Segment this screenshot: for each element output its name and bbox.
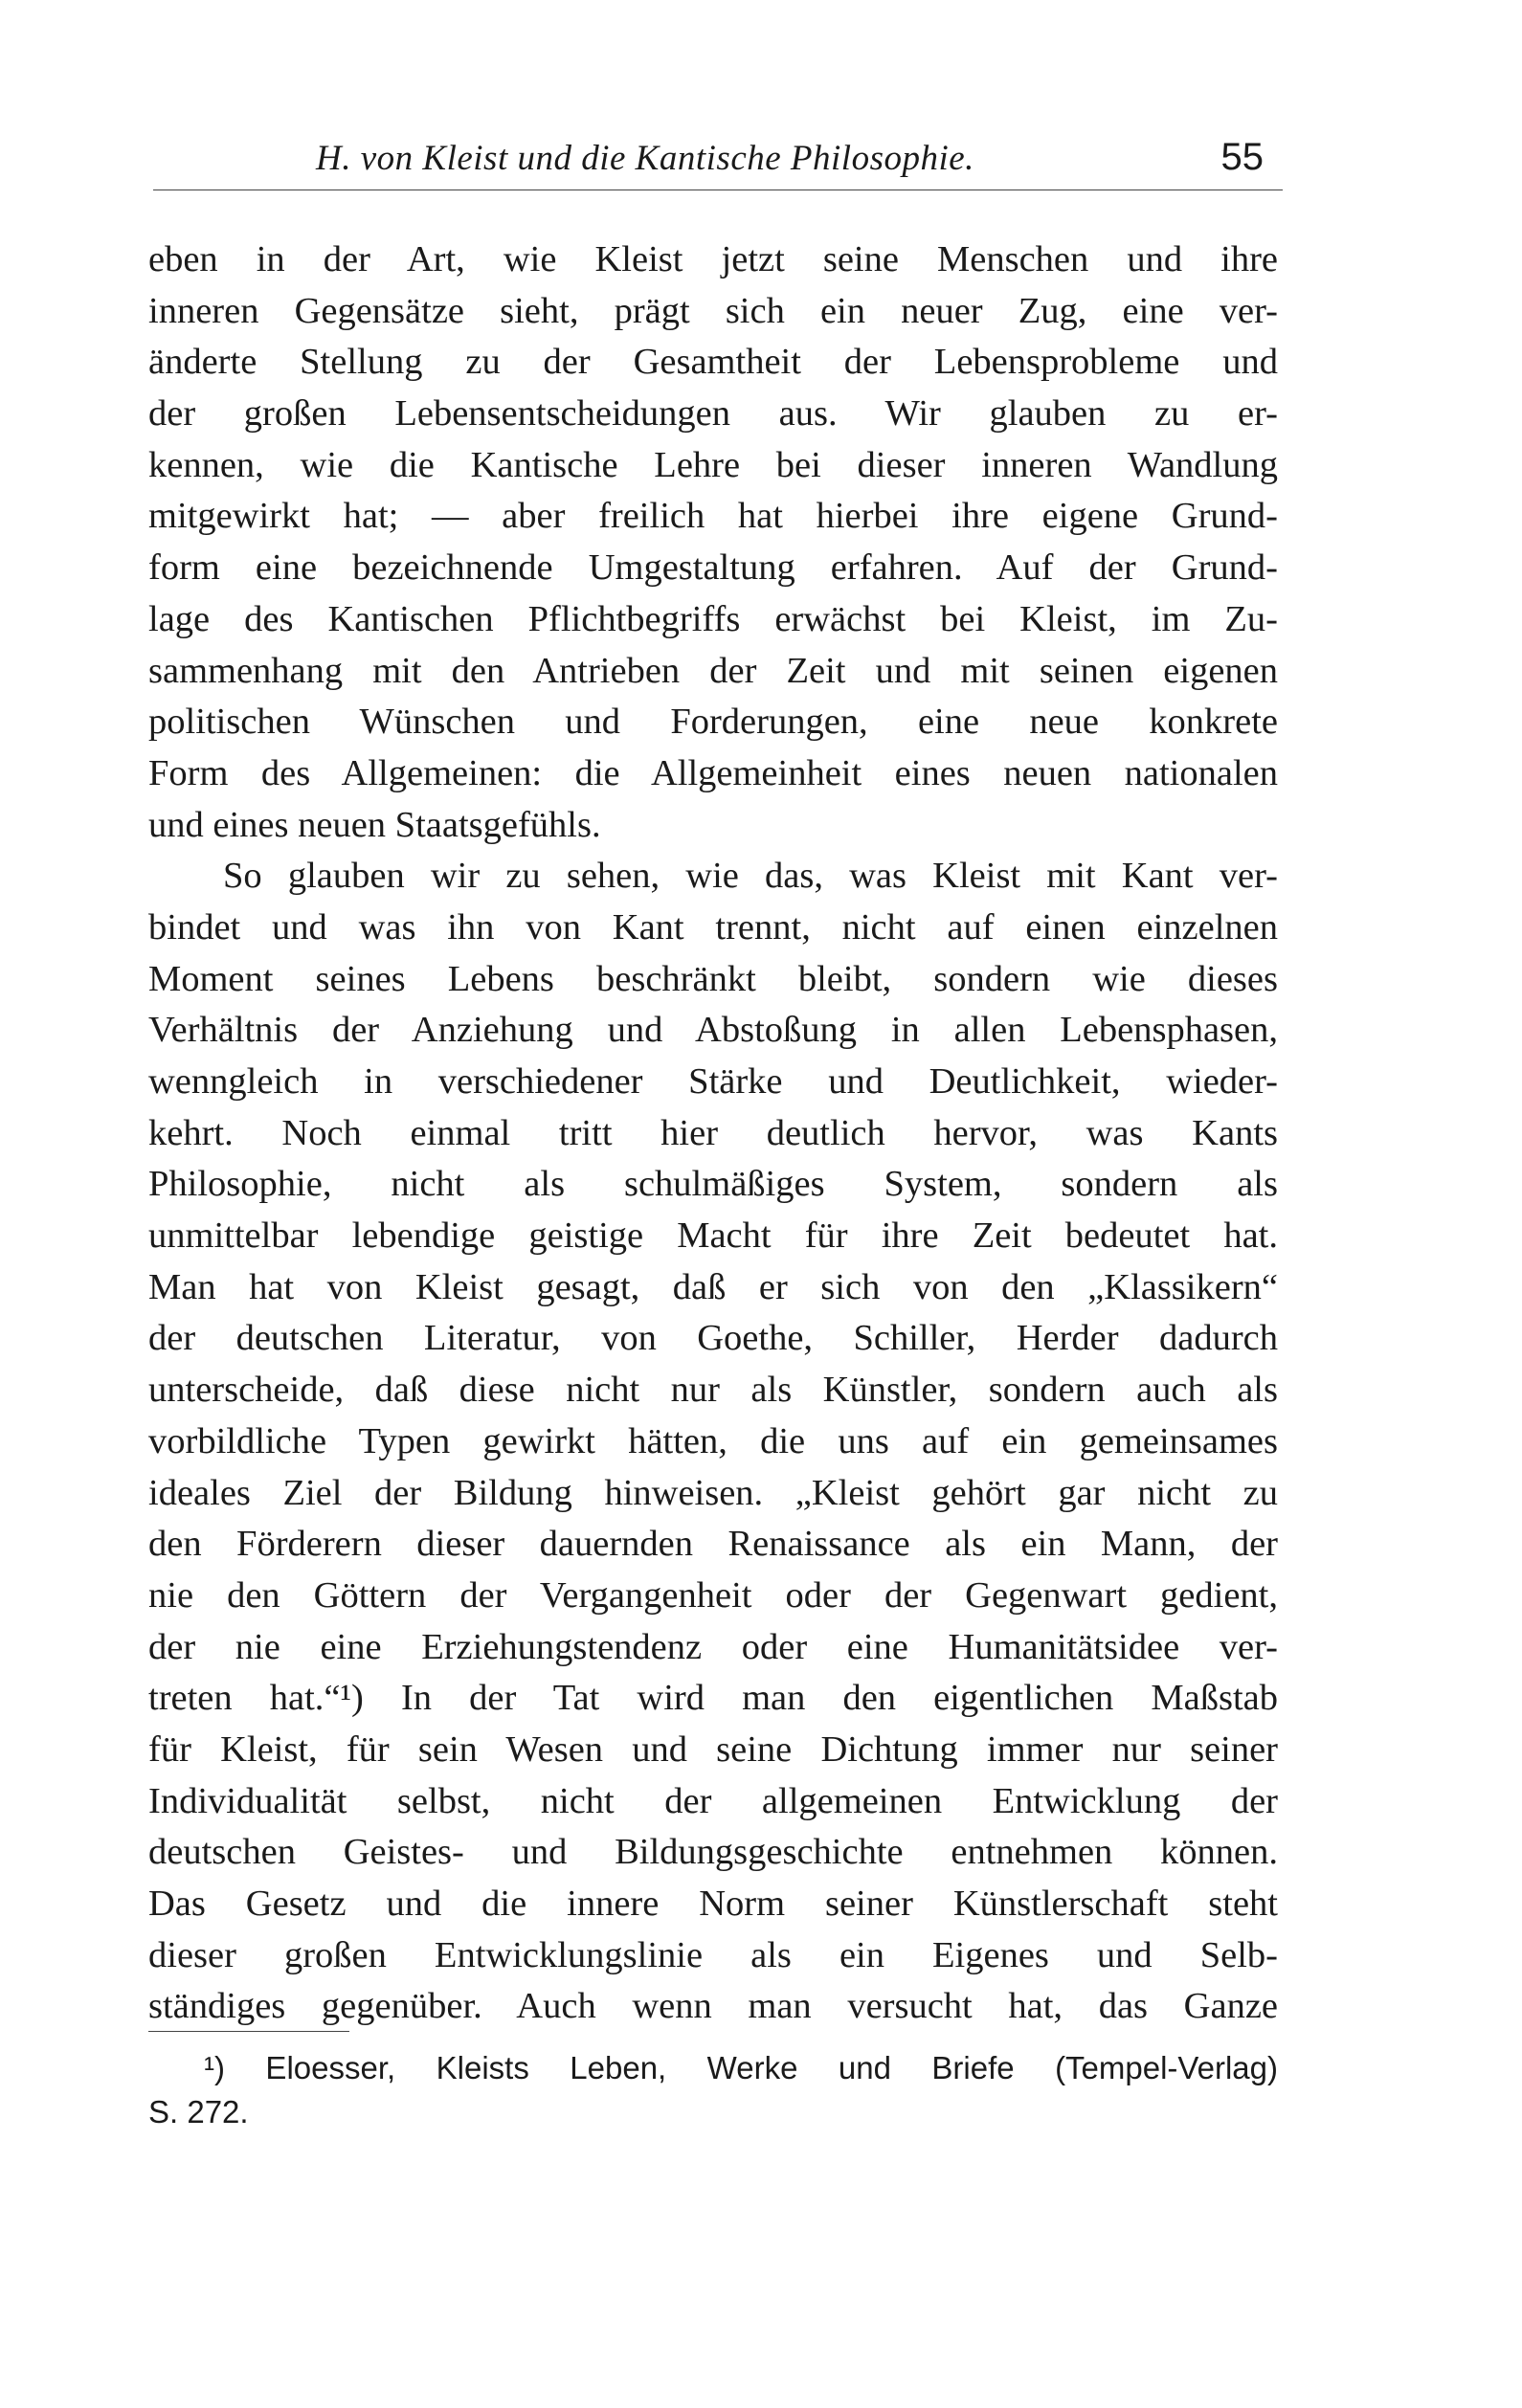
text-line: lage des Kantischen Pflichtbegriffs erwächst bei Kleist, im Zu- bbox=[148, 598, 1278, 639]
text-line: dieser großen Entwicklungslinie als ein Eigenes und Selb- bbox=[148, 1934, 1278, 1975]
running-title: H. von Kleist und die Kantische Philosophie. bbox=[316, 139, 974, 178]
body-text bbox=[148, 234, 1278, 2033]
text-line: den Förderern dieser dauernden Renaissance als ein Mann, der bbox=[148, 1524, 1278, 1565]
text-line: Individualität selbst, nicht der allgemeinen Entwicklung der bbox=[148, 1780, 1278, 1821]
text-line: ständiges gegenüber. Auch wenn man versucht hat, das Ganze bbox=[148, 1986, 1278, 2027]
text-line: änderte Stellung zu der Gesamtheit der Lebensprobleme und bbox=[148, 342, 1278, 383]
paragraph-first-line: So glauben wir zu sehen, wie das, was Kleist mit Kant ver- bbox=[223, 856, 1278, 897]
text-line: der nie eine Erziehungstendenz oder eine Humanitätsidee ver- bbox=[148, 1626, 1278, 1667]
text-line: für Kleist, für sein Wesen und seine Dichtung immer nur seiner bbox=[148, 1728, 1278, 1770]
text-line: unmittelbar lebendige geistige Macht für ihre Zeit bedeutet hat. bbox=[148, 1215, 1278, 1257]
text-line: bindet und was ihn von Kant trennt, nicht auf einen einzelnen bbox=[148, 906, 1278, 948]
text-line: form eine bezeichnende Umgestaltung erfahren. Auf der Grund- bbox=[148, 547, 1278, 589]
text-line: Form des Allgemeinen: die Allgemeinheit eines neuen nationalen bbox=[148, 752, 1278, 793]
text-line: ideales Ziel der Bildung hinweisen. „Kleist gehört gar nicht zu bbox=[148, 1472, 1278, 1513]
text-line: Verhältnis der Anziehung und Abstoßung in allen Lebensphasen, bbox=[148, 1010, 1278, 1051]
text-line: sammenhang mit den Antrieben der Zeit und mit seinen eigenen bbox=[148, 650, 1278, 691]
text-line: der großen Lebensentscheidungen aus. Wir glauben zu er- bbox=[148, 393, 1278, 435]
text-line: politischen Wünschen und Forderungen, eine neue konkrete bbox=[148, 702, 1278, 743]
text-line: unterscheide, daß diese nicht nur als Künstler, sondern auch als bbox=[148, 1370, 1278, 1411]
footnote-divider bbox=[148, 2031, 349, 2032]
text-line: Das Gesetz und die innere Norm seiner Künstlerschaft steht bbox=[148, 1884, 1278, 1924]
text-line: der deutschen Literatur, von Goethe, Schiller, Herder dadurch bbox=[148, 1318, 1278, 1359]
text-line: treten hat.“¹) In der Tat wird man den eigentlichen Maßstab bbox=[148, 1678, 1278, 1719]
text-line: mitgewirkt hat; — aber freilich hat hierbei ihre eigene Grund- bbox=[148, 496, 1278, 537]
text-line: kehrt. Noch einmal tritt hier deutlich hervor, was Kants bbox=[148, 1112, 1278, 1153]
text-line: und eines neuen Staatsgefühls. bbox=[148, 804, 601, 845]
text-line: inneren Gegensätze sieht, prägt sich ein neuer Zug, eine ver- bbox=[148, 290, 1278, 331]
text-line: kennen, wie die Kantische Lehre bei dieser inneren Wandlung bbox=[148, 444, 1278, 485]
text-line: Philosophie, nicht als schulmäßiges System, sondern als bbox=[148, 1164, 1278, 1205]
text-line: Man hat von Kleist gesagt, daß er sich von den „Klassikern“ bbox=[148, 1266, 1278, 1307]
text-line: vorbildliche Typen gewirkt hätten, die uns auf ein gemeinsames bbox=[148, 1420, 1278, 1461]
text-line: Moment seines Lebens beschränkt bleibt, sondern wie dieses bbox=[148, 958, 1278, 999]
running-head bbox=[153, 134, 1283, 190]
text-line: deutschen Geistes- und Bildungsgeschichte entnehmen können. bbox=[148, 1832, 1278, 1873]
text-line: wenngleich in verschiedener Stärke und Deutlichkeit, wieder- bbox=[148, 1061, 1278, 1102]
footnote-line: ¹) Eloesser, Kleists Leben, Werke und Briefe (Tempel-Verlag) bbox=[204, 2050, 1278, 2085]
text-line: nie den Göttern der Vergangenheit oder der Gegenwart gedient, bbox=[148, 1574, 1278, 1616]
text-line: eben in der Art, wie Kleist jetzt seine Menschen und ihre bbox=[148, 239, 1278, 279]
page-number: 55 bbox=[1220, 136, 1264, 178]
footnote-line: S. 272. bbox=[148, 2094, 249, 2129]
footnotes bbox=[148, 2046, 1278, 2134]
